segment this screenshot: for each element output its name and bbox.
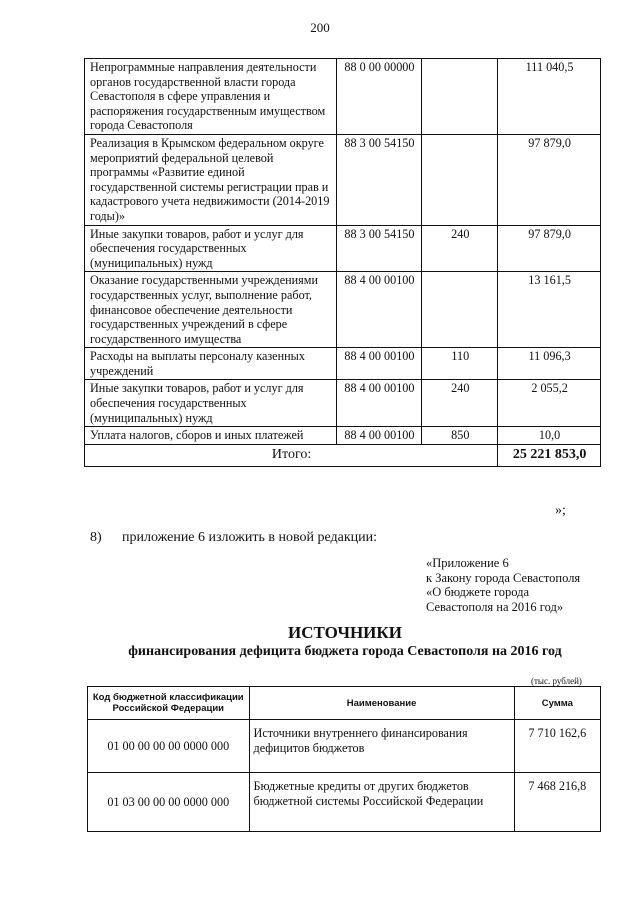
row-vr: [422, 134, 498, 225]
row-code: 88 3 00 54150: [336, 225, 422, 272]
row-name: Источники внутреннего финансирования дефицитов бюджетов: [249, 720, 514, 773]
amendment-item: [90, 530, 377, 546]
table-row: [85, 134, 601, 225]
row-name: Оказание государственными учреждениями государственных услуг, выполнение работ, финансовое обеспечение деятельности государственных учреждений в сфере государственного имущества: [85, 272, 337, 348]
row-sum: 7 710 162,6: [514, 720, 600, 773]
row-name: Непрограммные направления деятельности органов государственной власти города Севастополя в сфере управления и распоряжения государственным имуществом города Севастополя: [85, 59, 337, 135]
row-code: 88 4 00 00100: [336, 427, 422, 445]
total-row: [85, 444, 601, 467]
table-row: [85, 59, 601, 135]
row-amount: 13 161,5: [498, 272, 601, 348]
row-code: 88 0 00 00000: [336, 59, 422, 135]
table-row: [85, 225, 601, 272]
table-row: [85, 380, 601, 427]
row-code: 88 3 00 54150: [336, 134, 422, 225]
row-name: Бюджетные кредиты от других бюджетов бюджетной системы Российской Федерации: [249, 773, 514, 832]
row-name: Расходы на выплаты персоналу казенных учреждений: [85, 348, 337, 380]
row-name: Уплата налогов, сборов и иных платежей: [85, 427, 337, 445]
row-amount: 2 055,2: [498, 380, 601, 427]
table-row: [85, 272, 601, 348]
expenditure-table: [84, 58, 601, 467]
row-vr: 850: [422, 427, 498, 445]
row-amount: 97 879,0: [498, 225, 601, 272]
item-text: приложение 6 изложить в новой редакции:: [122, 530, 377, 545]
row-vr: 240: [422, 380, 498, 427]
row-amount: 111 040,5: [498, 59, 601, 135]
table-row: [85, 427, 601, 445]
row-code: 01 03 00 00 00 0000 000: [88, 773, 250, 832]
row-sum: 7 468 216,8: [514, 773, 600, 832]
header-sum: Сумма: [514, 687, 600, 720]
table-row: [85, 348, 601, 380]
appendix-line: «О бюджете города: [426, 585, 530, 600]
row-amount: 11 096,3: [498, 348, 601, 380]
row-amount: 97 879,0: [498, 134, 601, 225]
row-code: 88 4 00 00100: [336, 348, 422, 380]
appendix-line: к Закону города Севастополя: [426, 570, 581, 585]
row-name: Иные закупки товаров, работ и услуг для обеспечения государственных (муниципальных) нужд: [85, 380, 337, 427]
sources-table: [87, 686, 601, 832]
table-row: [88, 773, 601, 832]
row-amount: 10,0: [498, 427, 601, 445]
header-row: [88, 687, 601, 720]
document-title: ИСТОЧНИКИ: [288, 623, 402, 642]
row-name: Реализация в Крымском федеральном округе мероприятий федеральной целевой программы «Развитие единой государственной системы регистрации прав и кадастрового учета недвижимости (2014-2019 годы)»: [85, 134, 337, 225]
row-code: 88 4 00 00100: [336, 380, 422, 427]
row-code: 01 00 00 00 00 0000 000: [88, 720, 250, 773]
header-name: Наименование: [249, 687, 514, 720]
table-row: [88, 720, 601, 773]
appendix-header: [426, 556, 580, 614]
document-subtitle: финансирования дефицита бюджета города Севастополя на 2016 год: [128, 644, 562, 659]
appendix-line: «Приложение 6: [426, 556, 509, 570]
total-label: Итого:: [85, 444, 498, 467]
closing-quote: »;: [555, 503, 566, 518]
header-code: Код бюджетной классификации Российской Федерации: [88, 687, 250, 720]
total-amount: 25 221 853,0: [498, 444, 601, 467]
row-vr: [422, 272, 498, 348]
row-code: 88 4 00 00100: [336, 272, 422, 348]
page-number: 200: [310, 20, 330, 35]
units-note: (тыс. рублей): [531, 676, 582, 686]
row-vr: 240: [422, 225, 498, 272]
row-vr: [422, 59, 498, 135]
row-vr: 110: [422, 348, 498, 380]
appendix-line: Севастополя на 2016 год»: [426, 599, 564, 614]
item-number: 8): [90, 530, 102, 545]
row-name: Иные закупки товаров, работ и услуг для обеспечения государственных (муниципальных) нужд: [85, 225, 337, 272]
